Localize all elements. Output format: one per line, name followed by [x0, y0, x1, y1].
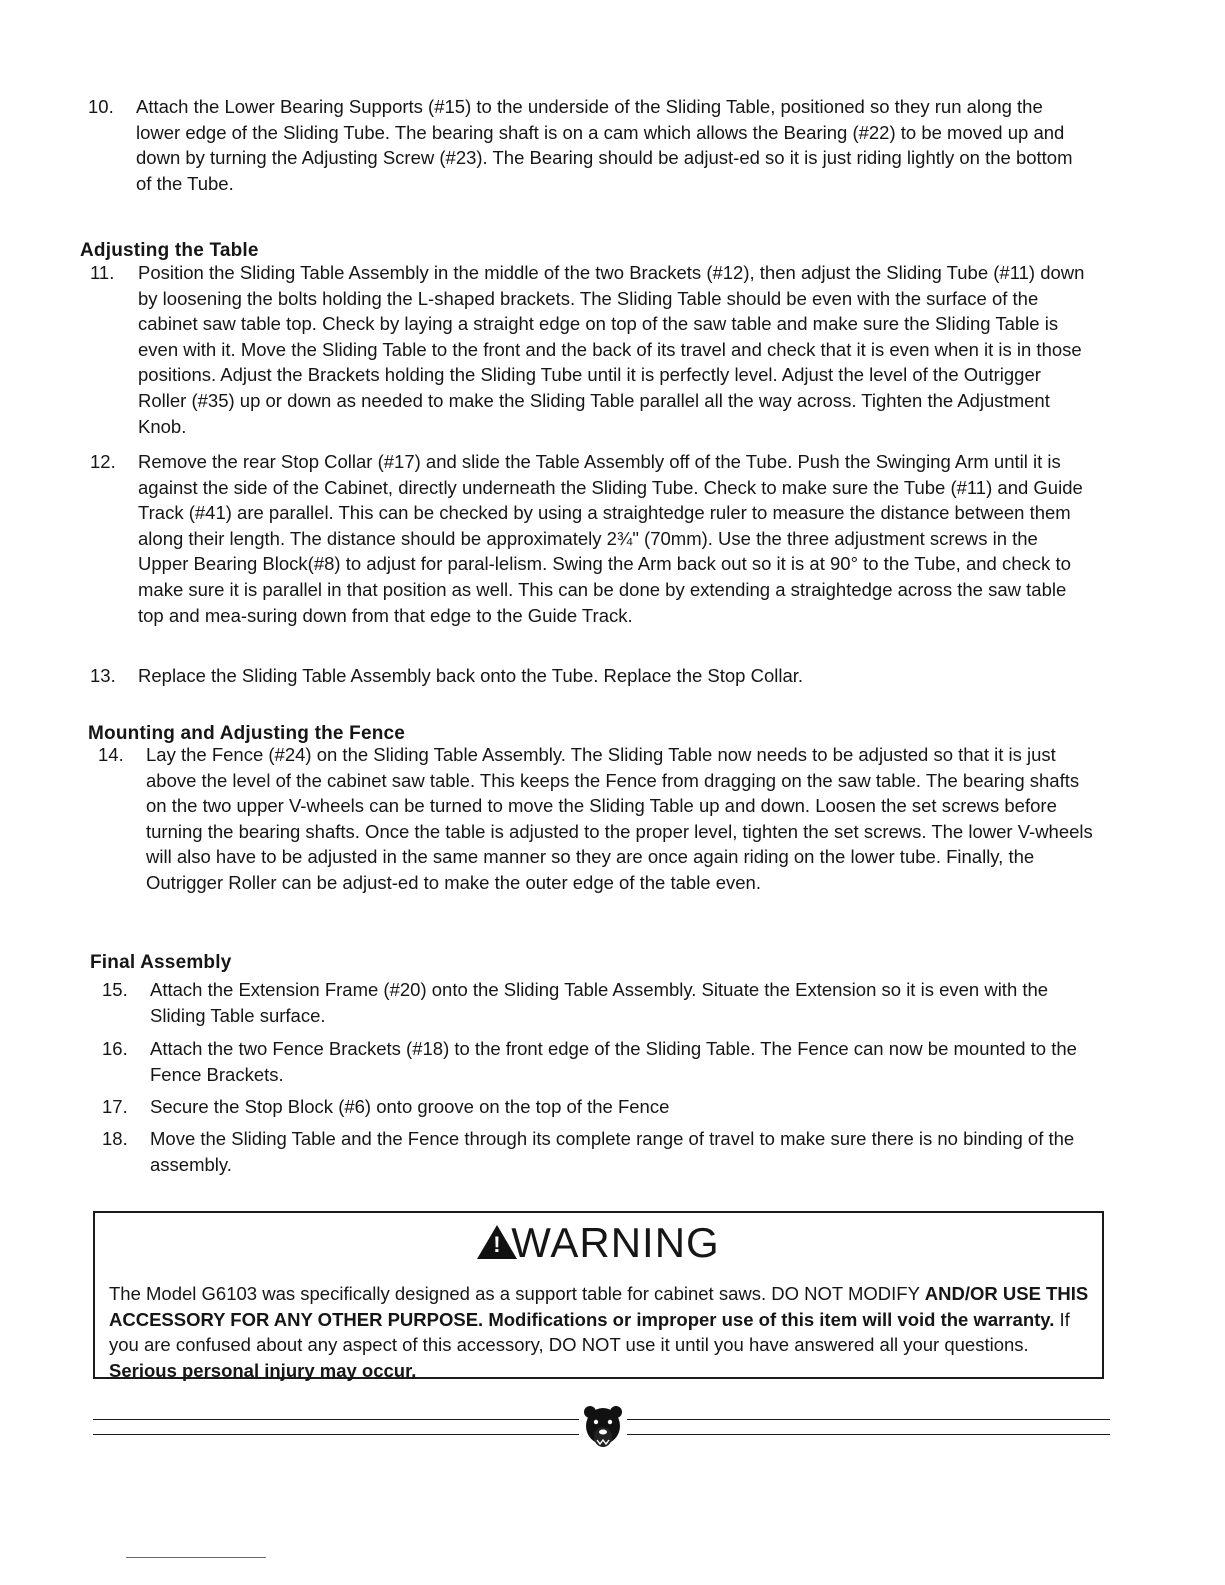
step-number: 12. — [90, 451, 116, 472]
footer-rule-left-bottom — [93, 1434, 579, 1435]
step-text: Lay the Fence (#24) on the Sliding Table Assembly. The Sliding Table now needs to be adjusted so that it is just above the level of the cabinet saw table. This keeps the Fence from dragging on the saw table. The bearing shafts on the two upper V-wheels can be turned to move the Sliding Table up and down. Loosen the set screws before turning the bearing shafts. Once the table is adjusted to the proper level, tighten the set screws. The lower V-wheels will also have to be adjusted in the same manner so they are once again riding on the lower tube. Finally, the Outrigger Roller can be adjust-ed to make the outer edge of the table even. — [146, 744, 1093, 893]
footer-rule-right-top — [627, 1419, 1110, 1420]
step-18 — [102, 1126, 1102, 1177]
step-15 — [102, 977, 1102, 1028]
warning-text-do-not-modify: DO NOT MODIFY — [771, 1283, 920, 1304]
step-12 — [90, 449, 1092, 628]
warning-title-text: WARNING — [511, 1219, 720, 1266]
step-number: 11. — [90, 262, 115, 283]
step-number: 16. — [102, 1038, 128, 1059]
step-number: 17. — [102, 1096, 128, 1117]
section-heading-mounting-fence: Mounting and Adjusting the Fence — [88, 723, 406, 744]
footer-rule-left-top — [93, 1419, 579, 1420]
step-text: Replace the Sliding Table Assembly back onto the Tube. Replace the Stop Collar. — [138, 665, 804, 686]
step-text: Attach the Extension Frame (#20) onto the Sliding Table Assembly. Situate the Extension so it is even with the Sliding Table surface. — [150, 979, 1049, 1026]
step-text: Secure the Stop Block (#6) onto groove on the top of the Fence — [150, 1096, 670, 1117]
step-number: 14. — [98, 744, 124, 765]
warning-box — [93, 1211, 1104, 1379]
warning-title — [95, 1219, 1102, 1267]
step-11 — [90, 260, 1092, 439]
warning-text-injury: Serious personal injury may occur. — [109, 1359, 417, 1381]
section-heading-final-assembly: Final Assembly — [90, 952, 232, 973]
step-text: Move the Sliding Table and the Fence through its complete range of travel to make sure there is no binding of the assembly. — [150, 1128, 1075, 1175]
step-text: Attach the Lower Bearing Supports (#15) to the underside of the Sliding Table, positioned so they run along the lower edge of the Sliding Tube. The bearing shaft is on a cam which allows the Bearing (#22) to be moved up and down by turning the Adjusting Screw (#23). The Bearing should be adjust-ed so it is just riding lightly on the bottom of the Tube. — [136, 96, 1073, 194]
step-17 — [102, 1094, 1102, 1120]
footer-rule-right-bottom — [627, 1434, 1110, 1435]
warning-text-intro: The Model G6103 was specifically designed as a support table for cabinet saws. — [109, 1283, 772, 1304]
section-heading-adjusting-table: Adjusting the Table — [80, 240, 259, 261]
step-number: 15. — [102, 979, 128, 1000]
step-13 — [90, 663, 1092, 689]
step-text: Remove the rear Stop Collar (#17) and slide the Table Assembly off of the Tube. Push the Swinging Arm until it is against the side of the Cabinet, directly underneath the Sliding Tube. Check to make sure the Tube (#11) and Guide Track (#41) are parallel. This can be checked by using a straightedge ruler to measure the distance between them along their length. The distance should be approximately 2¾" (70mm). Use the three adjustment screws in the Upper Bearing Block(#8) to adjust for paral-lelism. Swing the Arm back out so it is at 90° to the Tube, and check to make sure it is parallel in that position as well. This can be done by extending a straightedge across the saw table top and mea-suring down from that edge to the Guide Track. — [138, 451, 1083, 626]
warning-triangle-icon — [477, 1225, 517, 1259]
warning-body — [109, 1281, 1092, 1383]
step-number: 13. — [90, 665, 116, 686]
footer-hairline — [126, 1557, 266, 1558]
step-14 — [98, 742, 1094, 896]
step-text: Attach the two Fence Brackets (#18) to the front edge of the Sliding Table. The Fence can now be mounted to the Fence Brackets. — [150, 1038, 1077, 1085]
bear-head-logo-icon — [582, 1403, 624, 1451]
step-number: 18. — [102, 1128, 128, 1149]
warning-text-bold-clause: AND/OR USE THIS ACCESSORY FOR ANY OTHER PURPOSE. Modifications or improper use of this item will void the warranty. — [109, 1283, 1089, 1330]
step-number: 10. — [88, 96, 114, 117]
step-16 — [102, 1036, 1102, 1087]
step-text: Position the Sliding Table Assembly in the middle of the two Brackets (#12), then adjust the Sliding Tube (#11) down by loosening the bolts holding the L-shaped brackets. The Sliding Table should be even with the surface of the cabinet saw table top. Check by laying a straight edge on top of the saw table and make sure the Sliding Table is even with it. Move the Sliding Table to the front and the back of its travel and check that it is even when it is in those positions. Adjust the Brackets holding the Sliding Tube until it is perfectly level. Adjust the level of the Outrigger Roller (#35) up or down as needed to make the Sliding Table parallel all the way across. Tighten the Adjustment Knob. — [138, 262, 1085, 437]
warning-text-confused: If you are confused about any aspect of this accessory, DO NOT use it until you have answered all your questions. — [109, 1308, 1070, 1355]
step-10 — [88, 94, 1088, 196]
